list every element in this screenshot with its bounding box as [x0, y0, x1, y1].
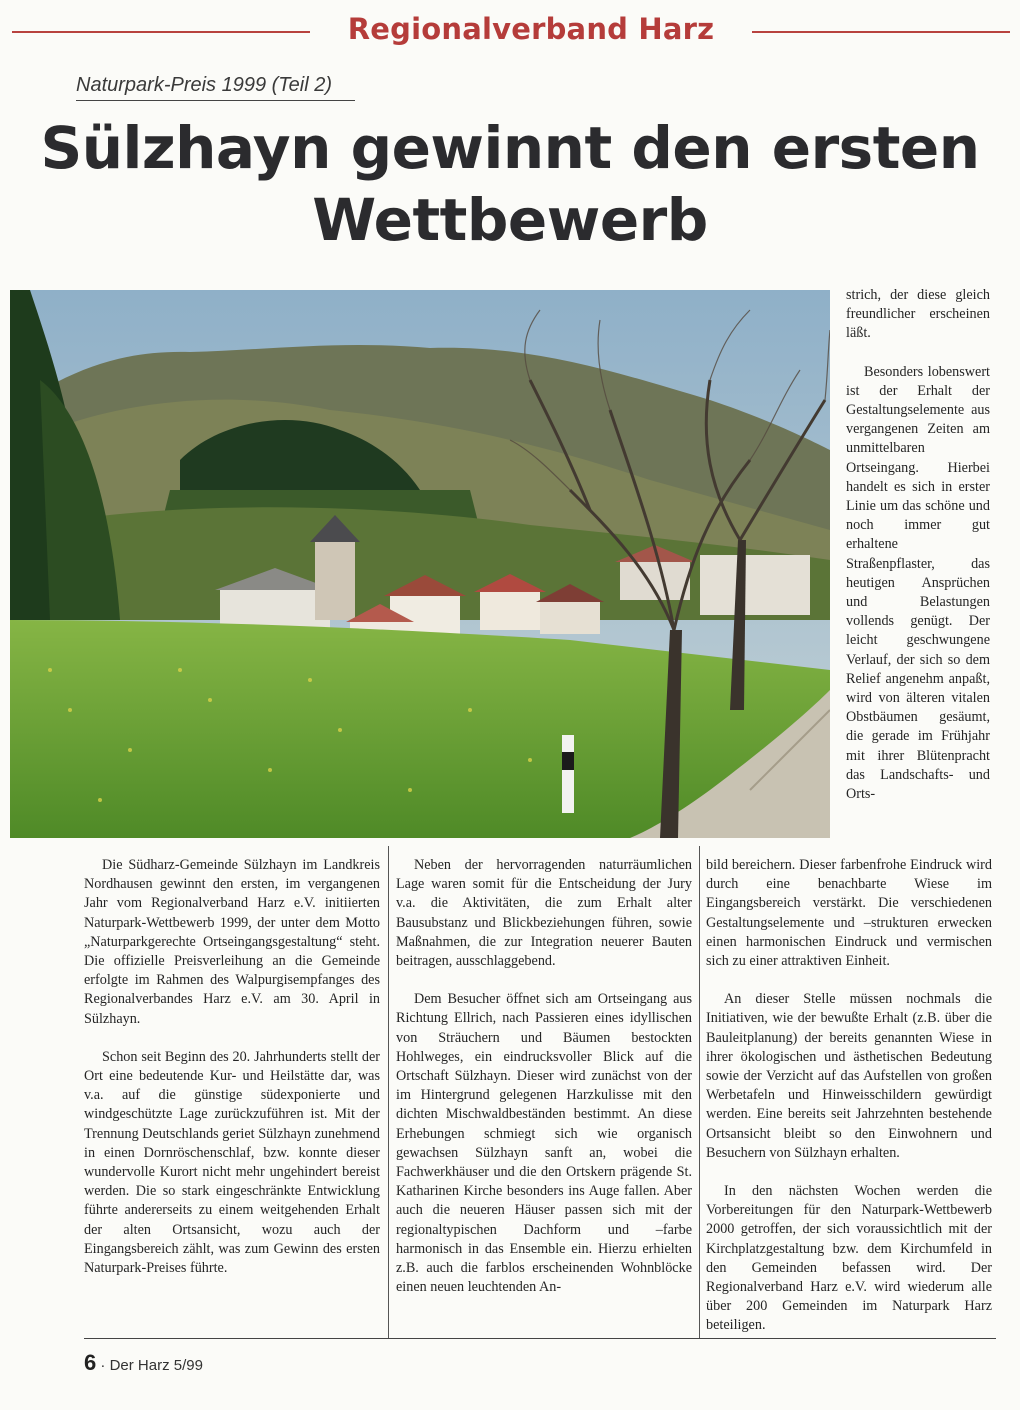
paragraph: bild bereichern. Dieser farbenfrohe Eindruck wird durch eine benachbarte Wiese im Eingangsbereich verstärkt. Die verschiedenen Gestaltungselemente und –strukturen erwecken einen harmonischen Eindruck und vermischen sich zu einer attraktiven Einheit. [706, 857, 992, 970]
paragraph: An dieser Stelle müssen nochmals die Initiativen, wie der bewußte Erhalt (z.B. über die Bauleitplanung) der bereits genannten Wiese in ihrer ökologischen und ästhetischen Bedeutung sowie der Verzicht auf das Aufstellen von großen Werbetafeln und Hinweisschildern gewürdigt werden. Eine bereits seit Jahrzehnten bestehende Ortsansicht bleibt so den Einwohnern und Besuchern von Sülzhayn erhalten. [706, 991, 992, 1161]
paragraph: Neben der hervorragenden naturräumlichen Lage waren somit für die Entscheidung der Jury v.a. die Aktivitäten, die zum Erhalt alter Bausubstanz und Blickbeziehungen führen, sowie Maßnahmen, die zur Integration neuerer Bauten beitragen, ausschlaggebend. [396, 857, 692, 970]
village-photo [10, 290, 830, 838]
column-divider [388, 846, 389, 1338]
paragraph: Die Südharz-Gemeinde Sülzhayn im Landkreis Nordhausen gewinnt den ersten, im vergangenen Jahr vom Regionalverband Harz e.V. initiierten Naturpark-Wettbewerb 1999, der unter dem Motto „Naturparkgerechte Ortseingangsgestaltung“ steht. Die offizielle Preisverleihung an die Gemeinde erfolgte im Rahmen des Walpurgisempfanges des Regionalverbandes Harz e.V. am 30. April in Sülzhayn. [84, 857, 380, 1027]
section-kicker: Regionalverband Harz [347, 12, 715, 46]
paragraph: Schon seit Beginn des 20. Jahrhunderts stellt der Ort eine bedeutende Kur- und Heilstätte dar, was v.a. auf die günstige südexponierte und windgeschützte Lage zurückzuführen ist. Mit der Trennung Deutschlands geriet Sülzhayn zunehmend in einen Dornröschenschlaf, bzw. konnte dieser wundervolle Kurort nicht mehr ungehindert bereist werden. Die so stark eingeschränkte Entwicklung führte andererseits zu einem weitgehenden Erhalt der alten Ortsansicht, wozu auch der Eingangsbereich zählt, was zum Gewinn des ersten Naturpark-Preises führte. [84, 1048, 380, 1277]
article-column-3 [706, 856, 992, 1336]
side-paragraph-2: Besonders lobenswert ist der Erhalt der Gestaltungselemente aus vergangenen Zeiten am unmittelbaren Ortseingang. Hierbei handelt es sich in erster Linie um das schöne und noch immer gut erhaltene Straßenpflaster, das heutigen Ansprüchen und Belastungen vollends genügt. Der leicht geschwungene Verlauf, der sich so dem Relief angenehm anpaßt, wird von älteren vitalen Obstbäumen gesäumt, die gerade im Frühjahr mit ihrer Blütenpracht das Landschafts- und Orts- [846, 363, 990, 803]
series-underline [76, 100, 355, 101]
column-divider [699, 846, 700, 1338]
paragraph: In den nächsten Wochen werden die Vorbereitungen für den Naturpark-Wettbewerb 2000 getroffen, der sich voraussichtlich mit der Kirchplatzgestaltung bzw. dem Kirchumfeld in den Gemeinden befassen wird. Der Regionalverband Harz e.V. wird wiederum alle über 200 Gemeinden im Naturpark Harz beteiligen. [706, 1183, 992, 1334]
footer-rule [84, 1338, 996, 1339]
header-rule-right [752, 31, 1010, 33]
side-column [846, 286, 990, 804]
publication-info: · Der Harz 5/99 [100, 1357, 203, 1374]
article-column-2 [396, 856, 692, 1297]
header-rule-left [12, 31, 310, 33]
side-paragraph-1: strich, der diese gleich freundlicher erscheinen läßt. [846, 287, 990, 342]
page-footer [84, 1350, 203, 1376]
page-number: 6 [84, 1350, 97, 1375]
article-column-1 [84, 856, 380, 1278]
page-title: Sülzhayn gewinnt den ersten Wettbewerb [40, 114, 980, 254]
paragraph: Dem Besucher öffnet sich am Ortseingang aus Richtung Ellrich, nach Passieren eines idyllischen von Sträuchern und Bäumen bestockten Hohlweges, ein eindrucksvoller Blick auf die Ortschaft Sülzhayn. Dieser wird zunächst von der im Hintergrund gelegenen Harzkulisse mit den dichten Mischwaldbeständen bestimmt. An diese Erhebungen schmiegt sich wie organisch gewachsen Sülzhayn sanft an, wobei die Fachwerkhäuser und die den Ortskern prägende St. Katharinen Kirche besonders ins Auge fallen. Aber auch die neueren Häuser passen sich mit der regionaltypischen Dachform und –farbe harmonisch in das Ensemble ein. Hierzu erhielten z.B. auch die farblos erscheinenden Wohnblöcke einen neuen leuchtenden An- [396, 991, 692, 1296]
series-label: Naturpark-Preis 1999 (Teil 2) [76, 74, 333, 96]
